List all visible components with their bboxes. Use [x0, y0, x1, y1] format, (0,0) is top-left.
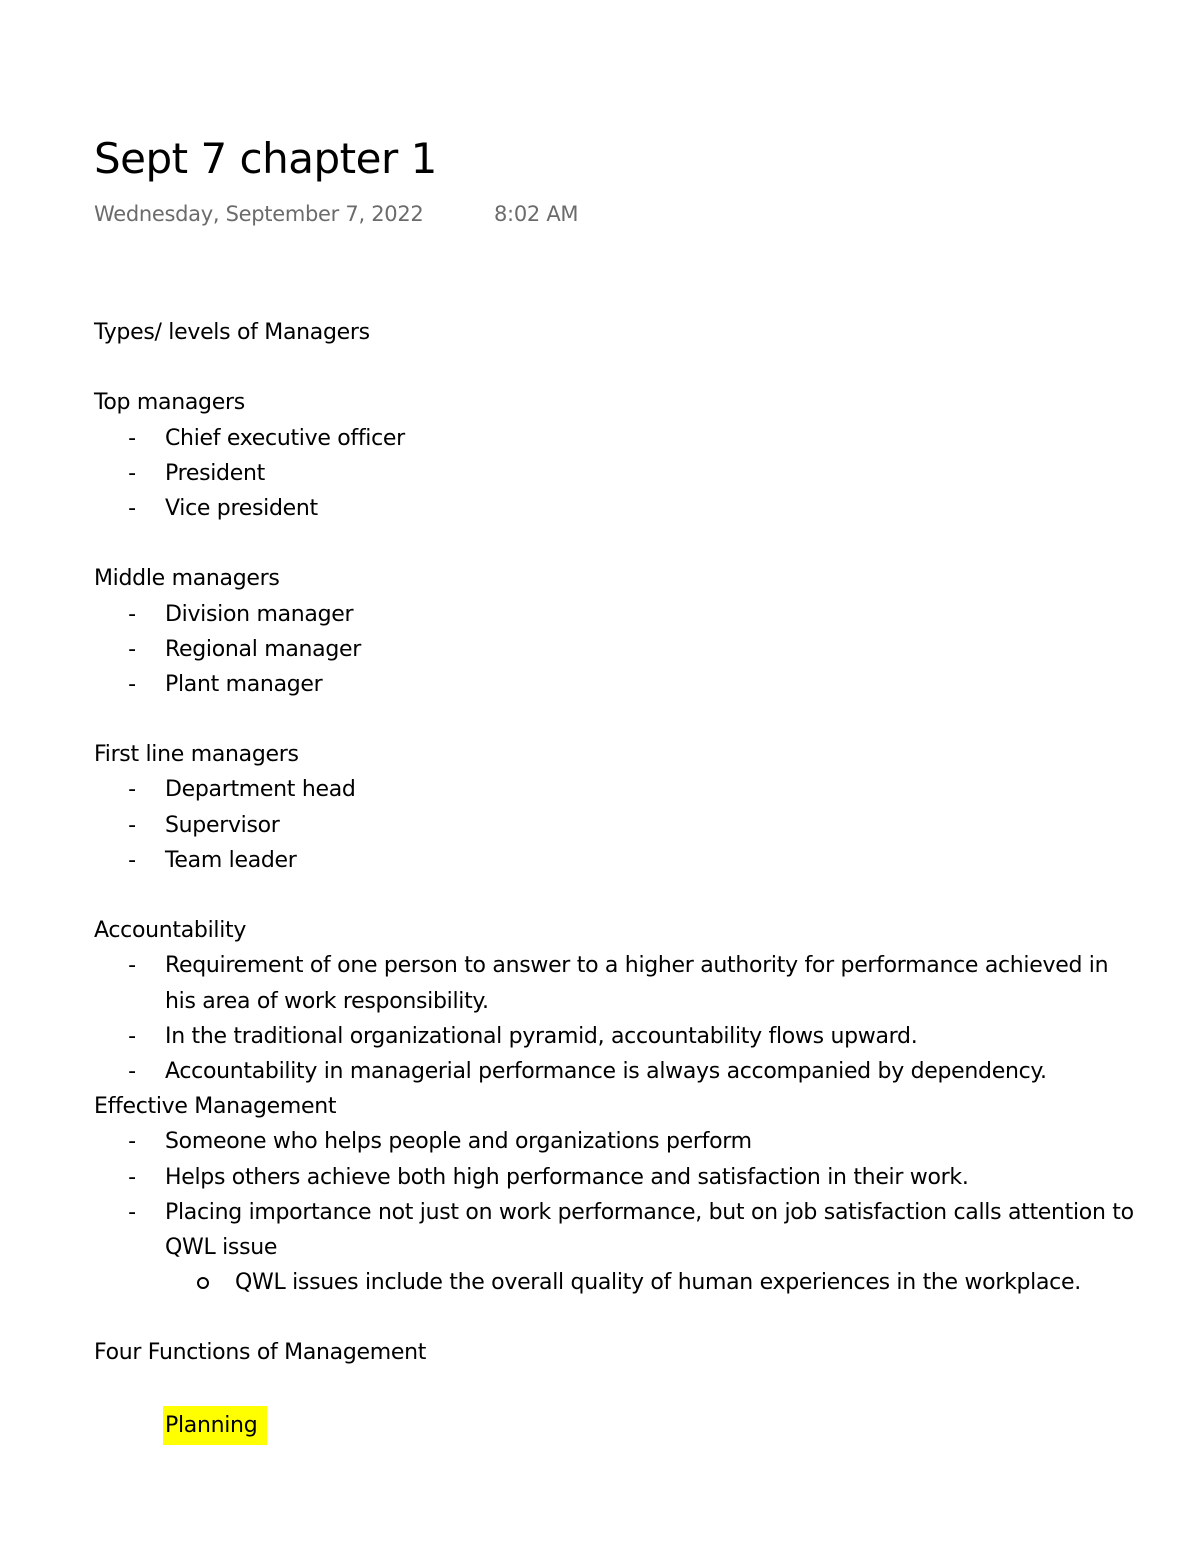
dash-bullet-icon: -: [128, 777, 136, 803]
dash-bullet-icon: -: [128, 812, 136, 838]
spacer: [94, 1371, 1200, 1406]
list-item-text: Team leader: [165, 847, 297, 873]
section-heading-types: Types/ levels of Managers: [94, 320, 370, 345]
section-heading-middle-managers: Middle managers: [94, 566, 280, 592]
list-item: [94, 632, 1200, 667]
list-item-text: Vice president: [165, 495, 318, 521]
list-item: [94, 597, 1200, 632]
dash-bullet-icon: -: [128, 847, 136, 873]
list-item-text: Plant manager: [165, 671, 323, 697]
list-item: [94, 1054, 1200, 1089]
dash-bullet-icon: -: [128, 636, 136, 662]
list-item-text: Division manager: [165, 601, 354, 627]
spacer: [94, 878, 1200, 913]
highlighted-line: [94, 1406, 1200, 1441]
dash-bullet-icon: -: [128, 671, 136, 697]
list-item: [94, 1124, 1200, 1159]
note-time: 8:02 AM: [494, 202, 579, 226]
section-heading-top-managers: Top managers: [94, 390, 245, 416]
dash-bullet-icon: -: [128, 601, 136, 627]
dash-bullet-icon: -: [128, 425, 136, 451]
list-item-text: In the traditional organizational pyramid, accountability flows upward.: [165, 1023, 918, 1049]
section-heading-accountability: Accountability: [94, 918, 247, 944]
list-item: [94, 421, 1200, 456]
list-item-continuation: [94, 1230, 1200, 1265]
list-item: [94, 667, 1200, 702]
dash-bullet-icon: -: [128, 1023, 136, 1049]
list-item-text: QWL issue: [165, 1234, 278, 1260]
list-item: [94, 1160, 1200, 1195]
list-item-text: Supervisor: [165, 812, 280, 838]
list-item: [94, 843, 1200, 878]
list-item-text: President: [165, 460, 265, 486]
section-heading-four-functions: Four Functions of Management: [94, 1340, 427, 1366]
note-body: [94, 315, 1200, 1441]
list-item-text: Placing importance not just on work performance, but on job satisfaction calls attention to: [165, 1199, 1134, 1225]
highlighted-planning-text: Planning: [163, 1406, 267, 1445]
dash-bullet-icon: -: [128, 1058, 136, 1084]
list-item-text: Accountability in managerial performance is always accompanied by dependency.: [165, 1058, 1047, 1084]
list-item-text: his area of work responsibility.: [165, 988, 489, 1014]
dash-bullet-icon: -: [128, 953, 136, 979]
list-item: [94, 772, 1200, 807]
spacer: [94, 350, 1200, 385]
hollow-circle-icon: [197, 1277, 209, 1289]
note-date: Wednesday, September 7, 2022: [94, 202, 424, 226]
list-item: [94, 1195, 1200, 1230]
section-heading-first-line-managers: First line managers: [94, 742, 299, 768]
list-item-text: Department head: [165, 777, 356, 803]
dash-bullet-icon: -: [128, 1129, 136, 1155]
sub-list-item-text: QWL issues include the overall quality of human experiences in the workplace.: [235, 1270, 1081, 1296]
list-item: [94, 948, 1200, 983]
page-title: Sept 7 chapter 1: [94, 134, 437, 183]
list-item-text: Helps others achieve both high performance and satisfaction in their work.: [165, 1164, 969, 1190]
list-item-text: Someone who helps people and organizations perform: [165, 1129, 752, 1155]
list-item: [94, 491, 1200, 526]
dash-bullet-icon: -: [128, 460, 136, 486]
list-item: [94, 1019, 1200, 1054]
section-heading-effective-management: Effective Management: [94, 1094, 337, 1120]
list-item: [94, 456, 1200, 491]
dash-bullet-icon: -: [128, 1164, 136, 1190]
list-item-text: Chief executive officer: [165, 425, 405, 451]
spacer: [94, 526, 1200, 561]
list-item: [94, 808, 1200, 843]
sub-list-item: [94, 1265, 1200, 1300]
list-item-text: Regional manager: [165, 636, 361, 662]
list-item-text: Requirement of one person to answer to a higher authority for performance achieved in: [165, 953, 1109, 979]
spacer: [94, 702, 1200, 737]
dash-bullet-icon: -: [128, 1199, 136, 1225]
spacer: [94, 1300, 1200, 1335]
list-item-continuation: [94, 984, 1200, 1019]
dash-bullet-icon: -: [128, 495, 136, 521]
